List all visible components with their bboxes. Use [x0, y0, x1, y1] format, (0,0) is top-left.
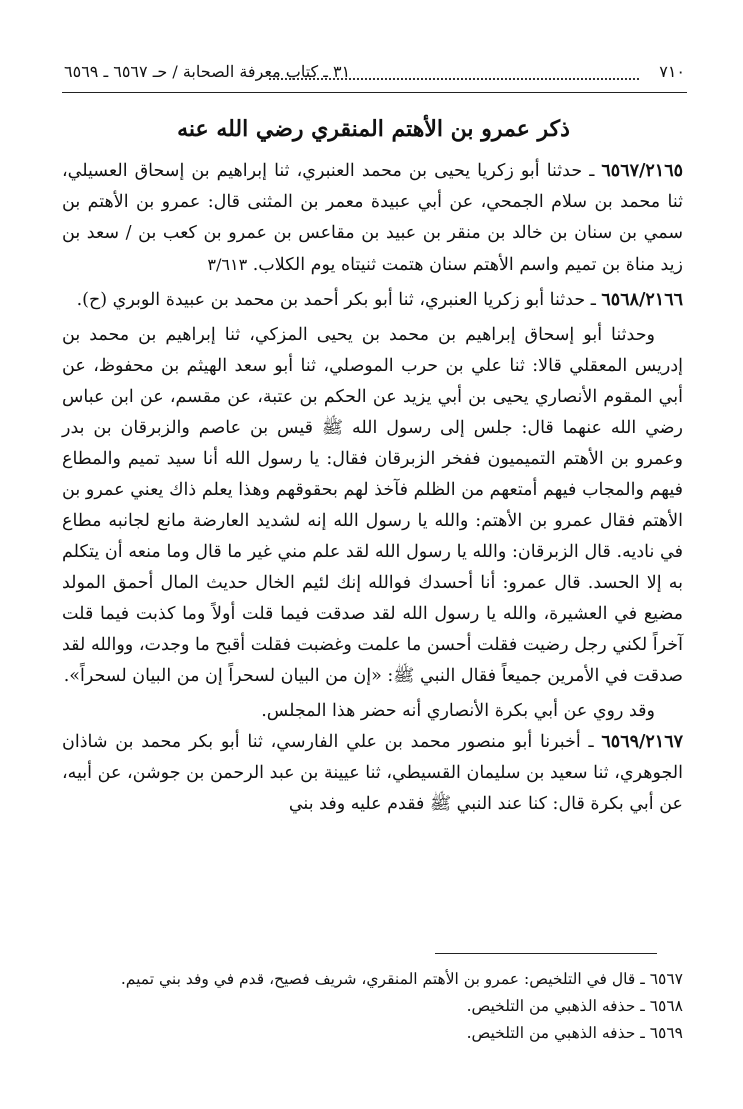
section-title: ذكر عمرو بن الأهتم المنقري رضي الله عنه	[177, 116, 570, 142]
hadith-paragraph	[62, 727, 683, 820]
main-text	[62, 156, 683, 820]
hadith-number: ٦٥٦٨/٢١٦٦	[601, 290, 683, 310]
header-rule	[62, 92, 687, 93]
hadith-paragraph	[62, 156, 683, 281]
hadith-paragraph	[62, 285, 683, 316]
text-paragraph	[62, 320, 683, 692]
hadith-number: ٦٥٦٧/٢١٦٥	[601, 161, 683, 181]
footnote: ٦٥٦٨ ـ حذفه الذهبي من التلخيص.	[466, 997, 683, 1015]
page-number: ٧١٠	[659, 62, 685, 81]
text-paragraph	[62, 696, 683, 727]
footnote: ٦٥٦٧ ـ قال في التلخيص: عمرو بن الأهتم المنقري، شريف فصيح، قدم في وفد بني تميم.	[120, 970, 683, 988]
hadith-text: ـ حدثنا أبو زكريا العنبري، ثنا أبو بكر أحمد بن محمد بن عبيدة الوبري (ح).	[76, 290, 602, 310]
hadith-text: ـ أخبرنا أبو منصور محمد بن علي الفارسي، ثنا أبو بكر محمد بن شاذان الجوهري، ثنا سعيد بن سليمان القسيطي، ثنا عيينة بن عبد الرحمن بن جوشن، عن أبيه، عن أبي بكرة قال: كنا عند النبي ﷺ فقدم عليه وفد بني	[62, 732, 683, 814]
footnote: ٦٥٦٩ ـ حذفه الذهبي من التلخيص.	[466, 1024, 683, 1042]
hadith-text: وحدثنا أبو إسحاق إبراهيم بن محمد بن يحيى المزكي، ثنا إبراهيم بن محمد بن إدريس المعقلي قالا: ثنا علي بن حرب الموصلي، ثنا أبو سعد الهيثم بن محفوظ، عن أبي المقوم الأنصاري يحيى بن أبي يزيد عن الحكم بن عتبة، عن مقسم، عن ابن عباس رضي الله عنهما قال: جلس إلى رسول الله ﷺ قيس بن عاصم والزبرقان بن بدر وعمرو بن الأهتم التميميون ففخر الزبرقان فقال: يا رسول الله أنا سيد تميم والمطاع فيهم والمجاب فيهم أمتعهم من الظلم فآخذ لهم بحقوقهم وهذا يعلم ذاك يعني عمرو بن الأهتم فقال عمرو بن الأهتم: والله يا رسول الله إنه لشديد العارضة مانع لجانبه مطاع في ناديه. قال الزبرقان: والله يا رسول الله لقد علم مني غير ما قال وما منعه أن يتكلم به إلا الحسد. قال عمرو: أنا أحسدك فوالله إنك لئيم الخال حديث المال أحمق المولد مضيع في العشيرة، والله يا رسول الله لقد صدقت فيما قلت أولاً وما كذبت فيما قلت آخراً لكني رجل رضيت فقلت أحسن ما علمت وغضبت فقلت أقبح ما وجدت، ووالله لقد صدقت في الأمرين جميعاً فقال النبي ﷺ: «إن من البيان لسحراً إن من البيان لسحراً».	[62, 325, 683, 686]
footnotes	[62, 966, 683, 1047]
hadith-number: ٦٥٦٩/٢١٦٧	[601, 732, 683, 752]
running-title: ٣١ ـ كتاب معرفة الصحابة / حـ ٦٥٦٧ ـ ٦٥٦٩	[64, 62, 351, 81]
hadith-text: ـ حدثنا أبو زكريا يحيى بن محمد العنبري، ثنا إبراهيم بن إسحاق العسيلي، ثنا محمد بن سلام الجمحي، عن أبي عبيدة معمر بن المثنى قال: عمرو بن الأهتم بن سمي بن سنان بن خالد بن منقر بن عبيد بن مقاعس بن عمرو بن كعب بن / سعد بن زيد مناة بن تميم واسم الأهتم سنان هتمت ثنيتاه يوم الكلاب.	[62, 161, 683, 275]
volume-page-marker: ٣/٦١٣	[207, 255, 248, 274]
hadith-text: وقد روي عن أبي بكرة الأنصاري أنه حضر هذا المجلس.	[261, 701, 655, 721]
footnote-rule	[435, 953, 657, 954]
page-header	[64, 62, 685, 88]
